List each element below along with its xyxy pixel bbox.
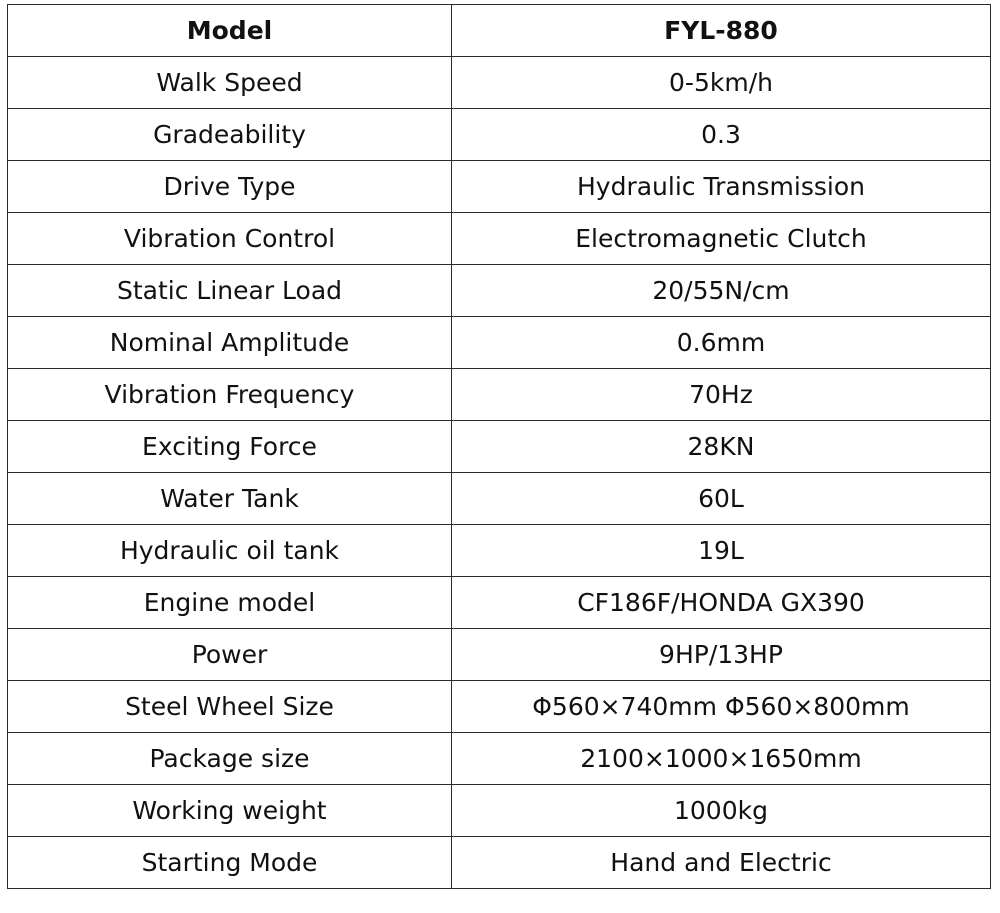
table-row (8, 57, 991, 109)
spec-label: Vibration Frequency (8, 369, 452, 421)
spec-value: 70Hz (452, 369, 991, 421)
spec-value: 28KN (452, 421, 991, 473)
spec-label: Drive Type (8, 161, 452, 213)
table-row (8, 265, 991, 317)
table-row (8, 109, 991, 161)
spec-value: 19L (452, 525, 991, 577)
spec-value: 0-5km/h (452, 57, 991, 109)
table-row (8, 785, 991, 837)
spec-label: Hydraulic oil tank (8, 525, 452, 577)
spec-label: Engine model (8, 577, 452, 629)
table-row (8, 733, 991, 785)
spec-value: 0.3 (452, 109, 991, 161)
spec-label: Static Linear Load (8, 265, 452, 317)
spec-label: Package size (8, 733, 452, 785)
spec-value: Hand and Electric (452, 837, 991, 889)
table-row (8, 629, 991, 681)
spec-value: Hydraulic Transmission (452, 161, 991, 213)
spec-label: Power (8, 629, 452, 681)
table-row (8, 577, 991, 629)
spec-label: Working weight (8, 785, 452, 837)
spec-value: 20/55N/cm (452, 265, 991, 317)
spec-value: 2100×1000×1650mm (452, 733, 991, 785)
header-label-cell: Model (8, 5, 452, 57)
spec-label: Water Tank (8, 473, 452, 525)
spec-label: Nominal Amplitude (8, 317, 452, 369)
table-row (8, 681, 991, 733)
spec-table (7, 4, 991, 889)
spec-label: Walk Speed (8, 57, 452, 109)
spec-value: 60L (452, 473, 991, 525)
table-row (8, 317, 991, 369)
table-row (8, 525, 991, 577)
spec-value: 0.6mm (452, 317, 991, 369)
spec-value: Electromagnetic Clutch (452, 213, 991, 265)
table-header-row (8, 5, 991, 57)
spec-label: Gradeability (8, 109, 452, 161)
table-row (8, 421, 991, 473)
spec-label: Steel Wheel Size (8, 681, 452, 733)
spec-label: Vibration Control (8, 213, 452, 265)
table-row (8, 369, 991, 421)
spec-value: 1000kg (452, 785, 991, 837)
spec-label: Exciting Force (8, 421, 452, 473)
spec-label: Starting Mode (8, 837, 452, 889)
table-row (8, 213, 991, 265)
table-row (8, 837, 991, 889)
spec-value: 9HP/13HP (452, 629, 991, 681)
spec-value: Φ560×740mm Φ560×800mm (452, 681, 991, 733)
header-value-cell: FYL-880 (452, 5, 991, 57)
table-row (8, 473, 991, 525)
spec-value: CF186F/HONDA GX390 (452, 577, 991, 629)
table-row (8, 161, 991, 213)
